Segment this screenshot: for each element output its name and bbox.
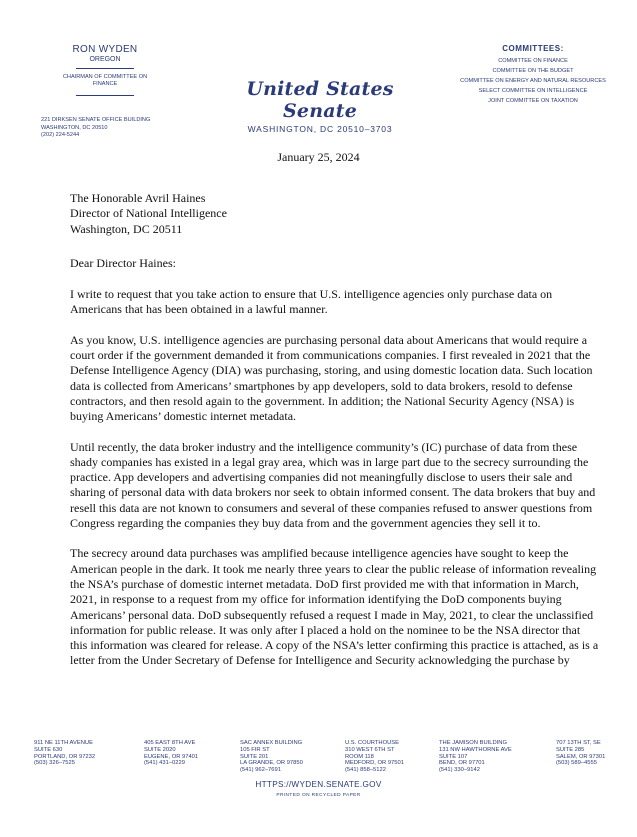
office-line: ROOM 118 [345,753,374,760]
office-line: 105 FIR ST [240,746,270,753]
address-line: 221 DIRKSEN SENATE OFFICE BUILDING [41,117,151,123]
senate-location: WASHINGTON, DC 20510–3703 [247,124,393,134]
senator-block [30,44,180,138]
committees-block [448,44,618,106]
body-paragraph: The secrecy around data purchases was amplified because intelligence agencies have sought to keep the American people in the dark. It took me nearly three years to clear the public release of information revealing the NSA’s purchase of domestic internet metadata. DoD first provided me with that information in March, 2021, in response to a request from my office for information identifying the DoD components buying Americans’ personal data. DoD subsequently refused a request I made in May, 2021, to clear the unclassified information for public release. It was only after I placed a hold on the nominee to be the NSA director that this information was cleared for release. A copy of the NSA’s letter confirming this practice is attached, as is a letter from the Under Secretary of Defense for Intelligence and Security acknowledging the purchase by [70,546,599,668]
office-line: LA GRANDE, OR 97850 [240,760,303,767]
senator-state: OREGON [89,56,121,63]
committee-item: JOINT COMMITTEE ON TAXATION [488,98,578,104]
committee-item: COMMITTEE ON ENERGY AND NATURAL RESOURCES [460,78,606,84]
office-line: PORTLAND, OR 97232 [34,753,96,760]
office-medford [345,740,404,774]
body-paragraph: I write to request that you take action to ensure that U.S. intelligence agencies only purchase data on Americans that has been obtained in a lawful manner. [70,287,553,317]
office-line: (541) 431–0229 [144,760,185,767]
senate-name: United States Senate [246,78,394,122]
office-line: (503) 589–4555 [556,760,597,767]
office-line: SALEM, OR 97301 [556,753,606,760]
office-line: U.S. COURTHOUSE [345,740,400,746]
office-line: (541) 962–7691 [240,767,281,774]
letter-date: January 25, 2024 [277,150,360,164]
recipient-line: Director of National Intelligence [70,206,227,221]
office-line: THE JAMISON BUILDING [439,740,507,746]
committee-item: SELECT COMMITTEE ON INTELLIGENCE [478,88,588,94]
office-line: SUITE 285 [556,746,585,753]
office-line: SUITE 2020 [144,746,176,753]
address-line: (202) 224-5244 [41,132,80,138]
office-line: SUITE 630 [34,746,63,753]
office-line: MEDFORD, OR 97501 [345,760,404,767]
divider [76,95,134,96]
office-line: SUITE 107 [439,753,468,760]
recipient-line: Washington, DC 20511 [70,221,183,236]
office-line: 131 NW HAWTHORNE AVE [439,746,512,753]
office-line: (541) 330–9142 [439,767,480,774]
office-line: (541) 858–5122 [345,767,386,774]
senator-address [41,117,201,140]
office-line: (503) 326–7525 [34,760,75,767]
recipient-block [70,191,600,237]
committees-heading: COMMITTEES: [502,44,564,53]
office-line: SAC ANNEX BUILDING [240,740,303,746]
body-paragraph: Until recently, the data broker industry and the intelligence community’s (IC) purchase of data from these shady companies has existed in a legal gray area, which was in large part due to the secrecy surrounding the practice. App developers and advertising companies did not meaningfully disclose to users their sale and sharing of personal data with data brokers nor seek to obtain informed consent. The data brokers that buy and resell this data are not known to consumers and several of these companies refused to answer questions from Congress regarding the companies they buy data from and the government agencies they sell it to. [70,439,596,531]
senator-name: RON WYDEN [72,44,138,55]
body-paragraph: As you know, U.S. intelligence agencies are purchasing personal data about Americans that would require a court order if the government demanded it from communications companies. I first revealed in 2021 that the Defense Intelligence Agency (DIA) was purchasing, storing, and using domestic location data. Such location data is collected from Americans’ smartphones by app developers, sold to data brokers, resold to defense contractors, and then resold again to the government. In addition; the National Security Agency (NSA) is buying Americans’ domestic internet metadata. [70,332,593,424]
office-salem [556,740,605,767]
office-line: 310 WEST 6TH ST [345,746,395,753]
senator-role-line2: FINANCE [92,81,118,87]
recipient-line: The Honorable Avril Haines [70,191,206,205]
address-line: WASHINGTON, DC 20510 [41,124,108,131]
recycled-note: PRINTED ON RECYCLED PAPER [276,793,361,798]
senator-role-line1: CHAIRMAN OF COMMITTEE ON [62,74,148,80]
committee-item: COMMITTEE ON FINANCE [498,58,568,64]
office-line: BEND, OR 97701 [439,760,485,767]
senate-masthead [220,78,420,134]
office-line: 405 EAST 8TH AVE [144,740,196,746]
website-link[interactable]: HTTPS://WYDEN.SENATE.GOV [255,780,382,789]
committee-item: COMMITTEE ON THE BUDGET [492,68,574,74]
office-line: SUITE 201 [240,753,269,760]
office-line: 707 13TH ST, SE [556,740,601,746]
office-line: EUGENE, OR 97401 [144,753,199,760]
letter-body [70,191,600,684]
office-portland [34,740,95,767]
salutation: Dear Director Haines: [70,255,176,270]
office-line: 911 NE 11TH AVENUE [34,740,93,746]
office-la-grande [240,740,303,774]
office-eugene [144,740,198,767]
office-bend [439,740,512,774]
divider [76,68,134,69]
